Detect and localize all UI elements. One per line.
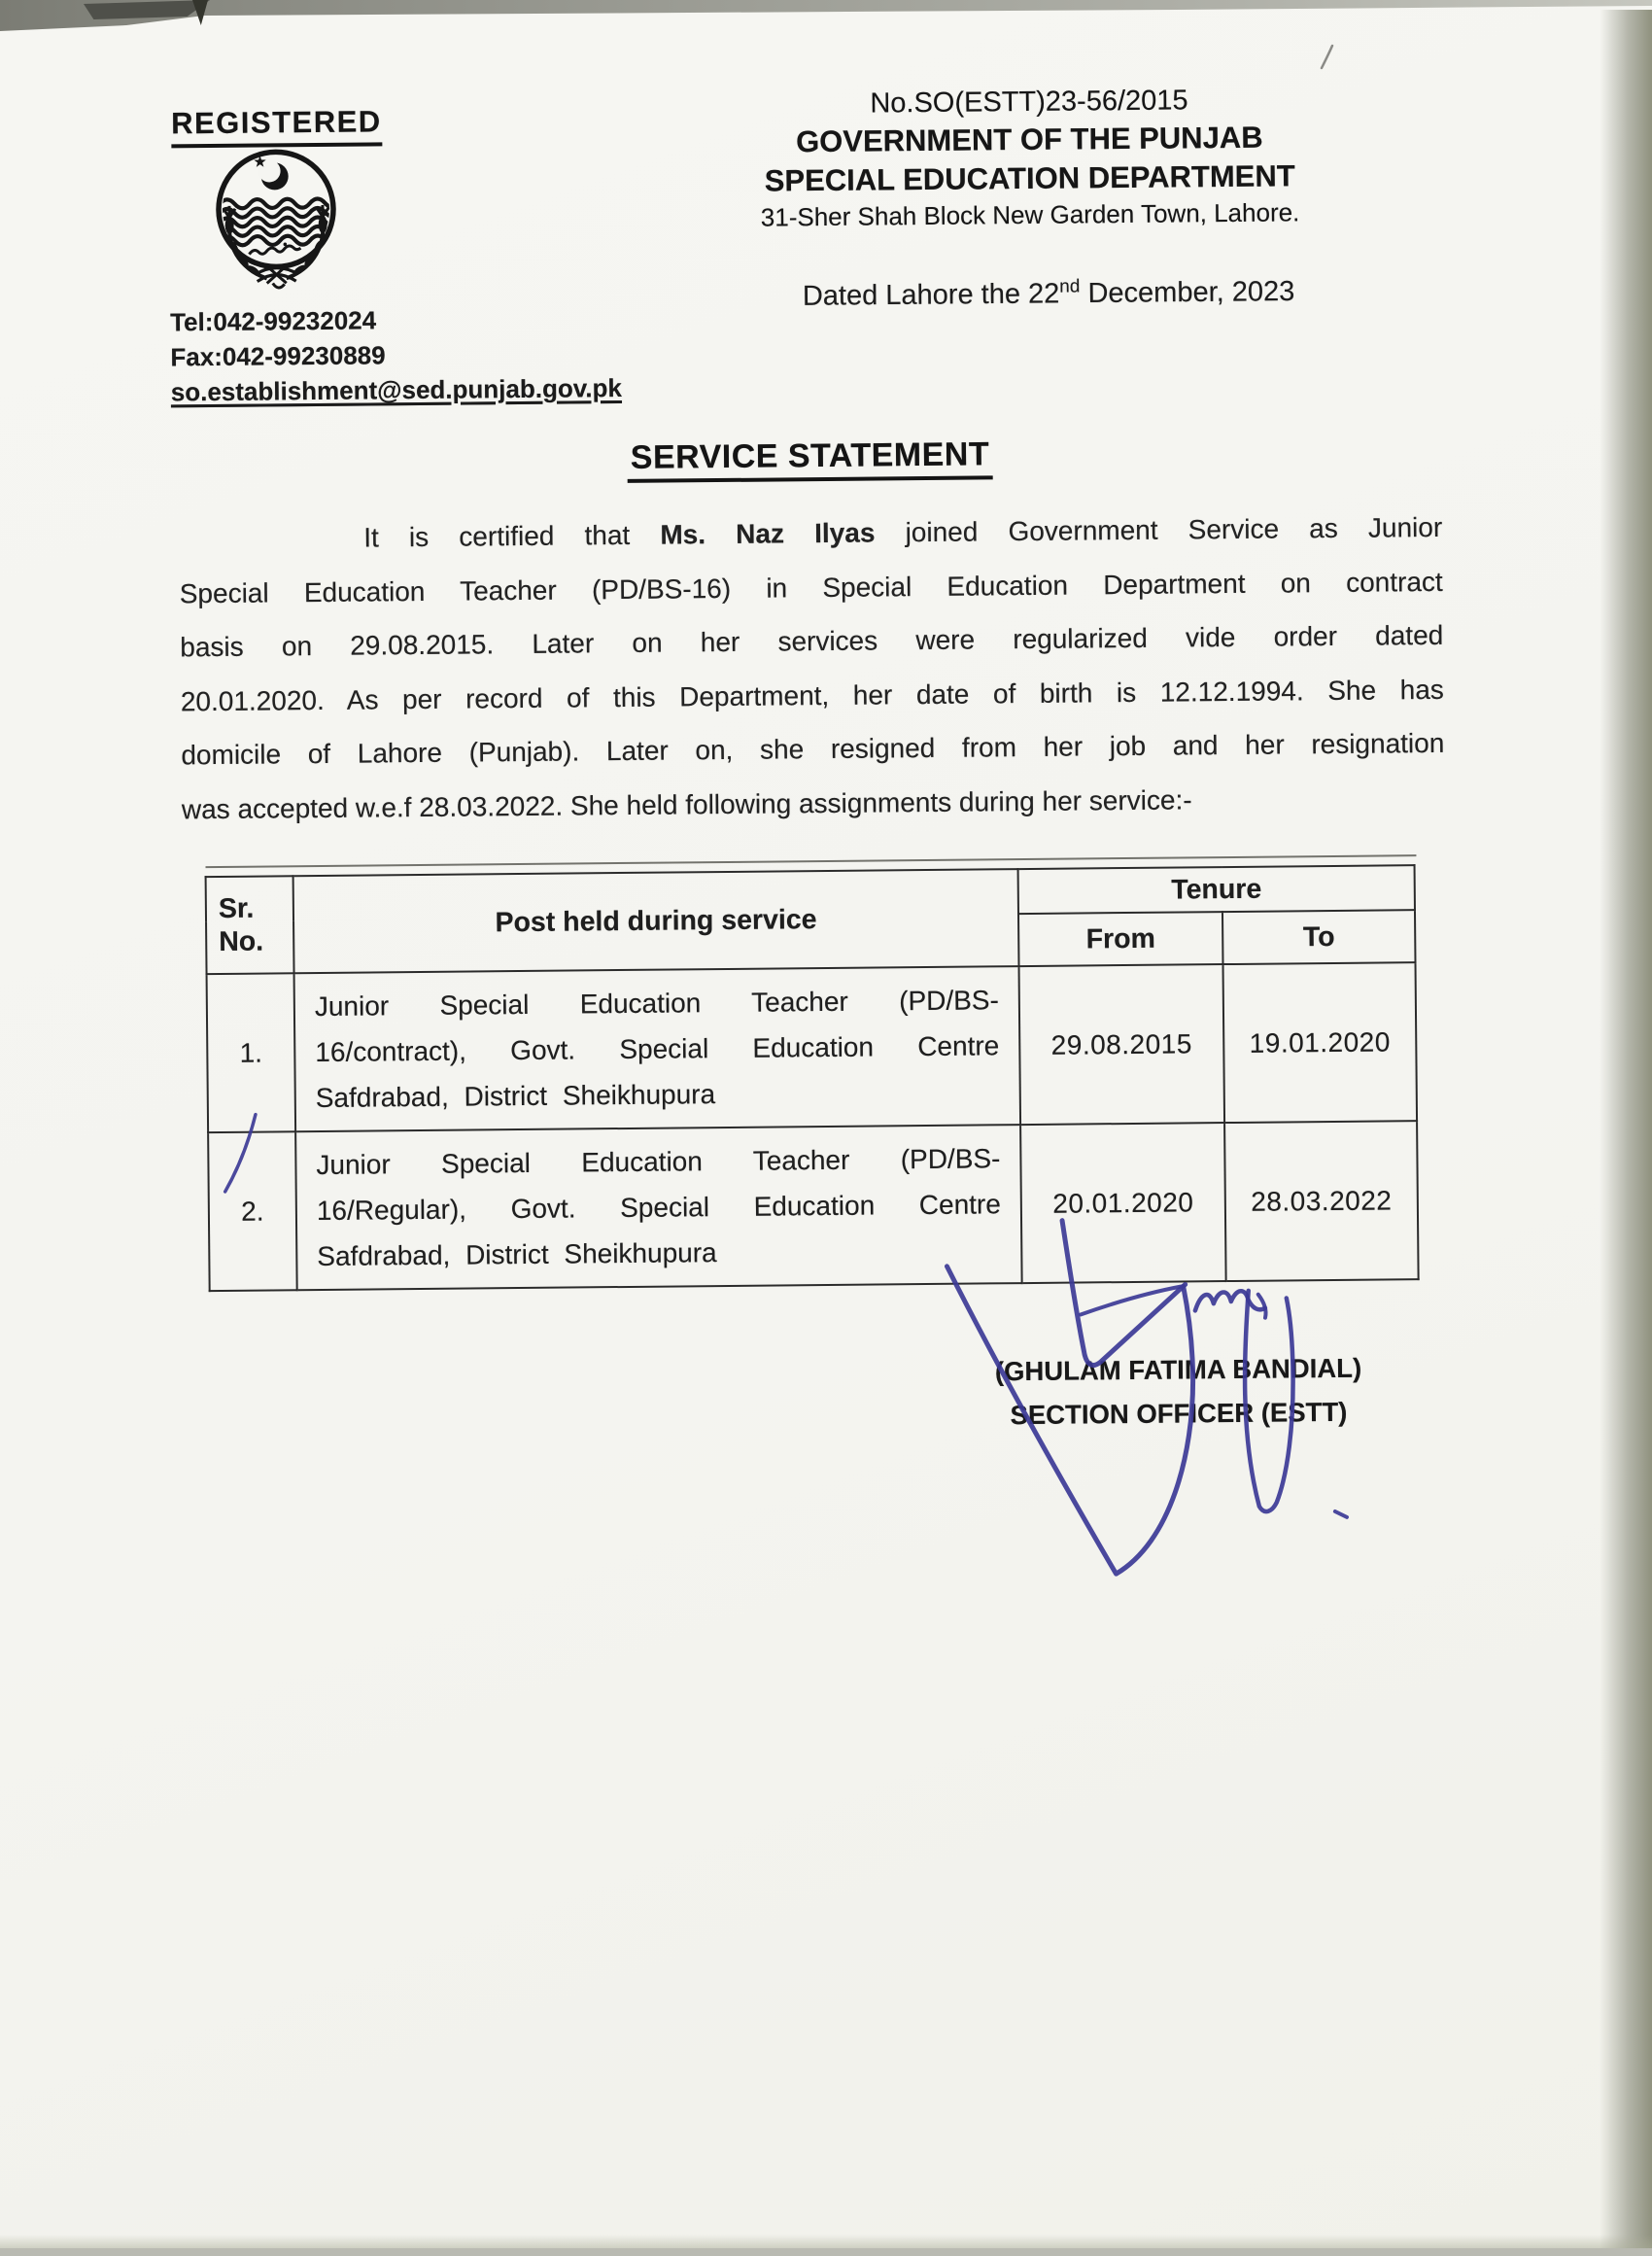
letterhead (718, 81, 1341, 234)
reference-number: No.SO(ESTT)23-56/2015 (870, 85, 1188, 120)
department-title: SPECIAL EDUCATION DEPARTMENT (764, 158, 1295, 198)
email-address: so.establishment@sed.punjab.gov.pk (170, 372, 623, 407)
telephone-number: Tel:042-99232024 (169, 305, 377, 337)
registered-stamp: REGISTERED (171, 104, 382, 148)
scanner-bottom-edge (0, 2235, 1652, 2248)
date-text-rest: December, 2023 (1080, 275, 1295, 310)
employee-name: Ms. Naz Ilyas (660, 517, 876, 550)
government-title: GOVERNMENT OF THE PUNJAB (795, 120, 1263, 159)
body-paragraph (179, 501, 1445, 837)
row-post: Junior Special Education Teacher (PD/BS-16/contract), Govt. Special Education Centre Safdrabad, District Sheikhupura (294, 966, 1021, 1131)
row-serial: 2. (208, 1131, 297, 1291)
date-line (803, 274, 1295, 313)
punjab-government-emblem-icon (189, 147, 363, 293)
office-address: 31-Sher Shah Block New Garden Town, Lahore. (760, 197, 1300, 232)
signatory-name: (GHULAM FATIMA BANDIAL) (994, 1352, 1362, 1387)
title-row (178, 432, 1441, 487)
fax-number: Fax:042-99230889 (170, 340, 386, 372)
row-serial: 1. (207, 973, 296, 1132)
document-title: SERVICE STATEMENT (628, 435, 993, 483)
paragraph-line: 20.01.2020. As per record of this Department, her date of birth is 12.12.1994. She has (180, 674, 1444, 717)
signatory-title: SECTION OFFICER (ESTT) (1010, 1396, 1348, 1431)
header-sr-no (206, 876, 294, 974)
header-to: To (1222, 910, 1416, 964)
row-from-date: 20.01.2020 (1020, 1123, 1226, 1283)
contact-block (170, 300, 622, 409)
header-tenure: Tenure (1018, 865, 1415, 914)
row-to-date: 28.03.2022 (1224, 1121, 1419, 1281)
table-row (208, 1121, 1419, 1291)
scanner-right-edge (1600, 10, 1652, 2248)
date-text: Dated Lahore the 22 (802, 278, 1060, 312)
row-from-date: 29.08.2015 (1019, 964, 1225, 1125)
row-post: Junior Special Education Teacher (PD/BS-16/Regular), Govt. Special Education Centre Safdrabad, District Sheikhupura (295, 1125, 1022, 1290)
paragraph-line: basis on 29.08.2015. Later on her services were regularized vide order dated (180, 620, 1444, 663)
header-no: No. (219, 925, 264, 957)
date-ordinal-suffix: nd (1059, 276, 1081, 297)
header-sr: Sr. (218, 892, 255, 924)
certify-text-rest: joined Government Service as Junior (875, 511, 1443, 548)
paragraph-line: Special Education Teacher (PD/BS-16) in Special Education Department on contract (179, 566, 1443, 608)
certify-text: It is certified that (363, 519, 661, 553)
header-post: Post held during service (293, 869, 1019, 973)
table-row (207, 962, 1418, 1132)
paragraph-line: domicile of Lahore (Punjab). Later on, she resigned from her job and her resignation (181, 728, 1445, 771)
header-from: From (1018, 912, 1223, 966)
signatory-block (940, 1345, 1417, 1438)
paragraph-line: was accepted w.e.f 28.03.2022. She held following assignments during her service:- (181, 784, 1192, 825)
row-to-date: 19.01.2020 (1223, 962, 1418, 1123)
assignments-table (205, 864, 1420, 1292)
